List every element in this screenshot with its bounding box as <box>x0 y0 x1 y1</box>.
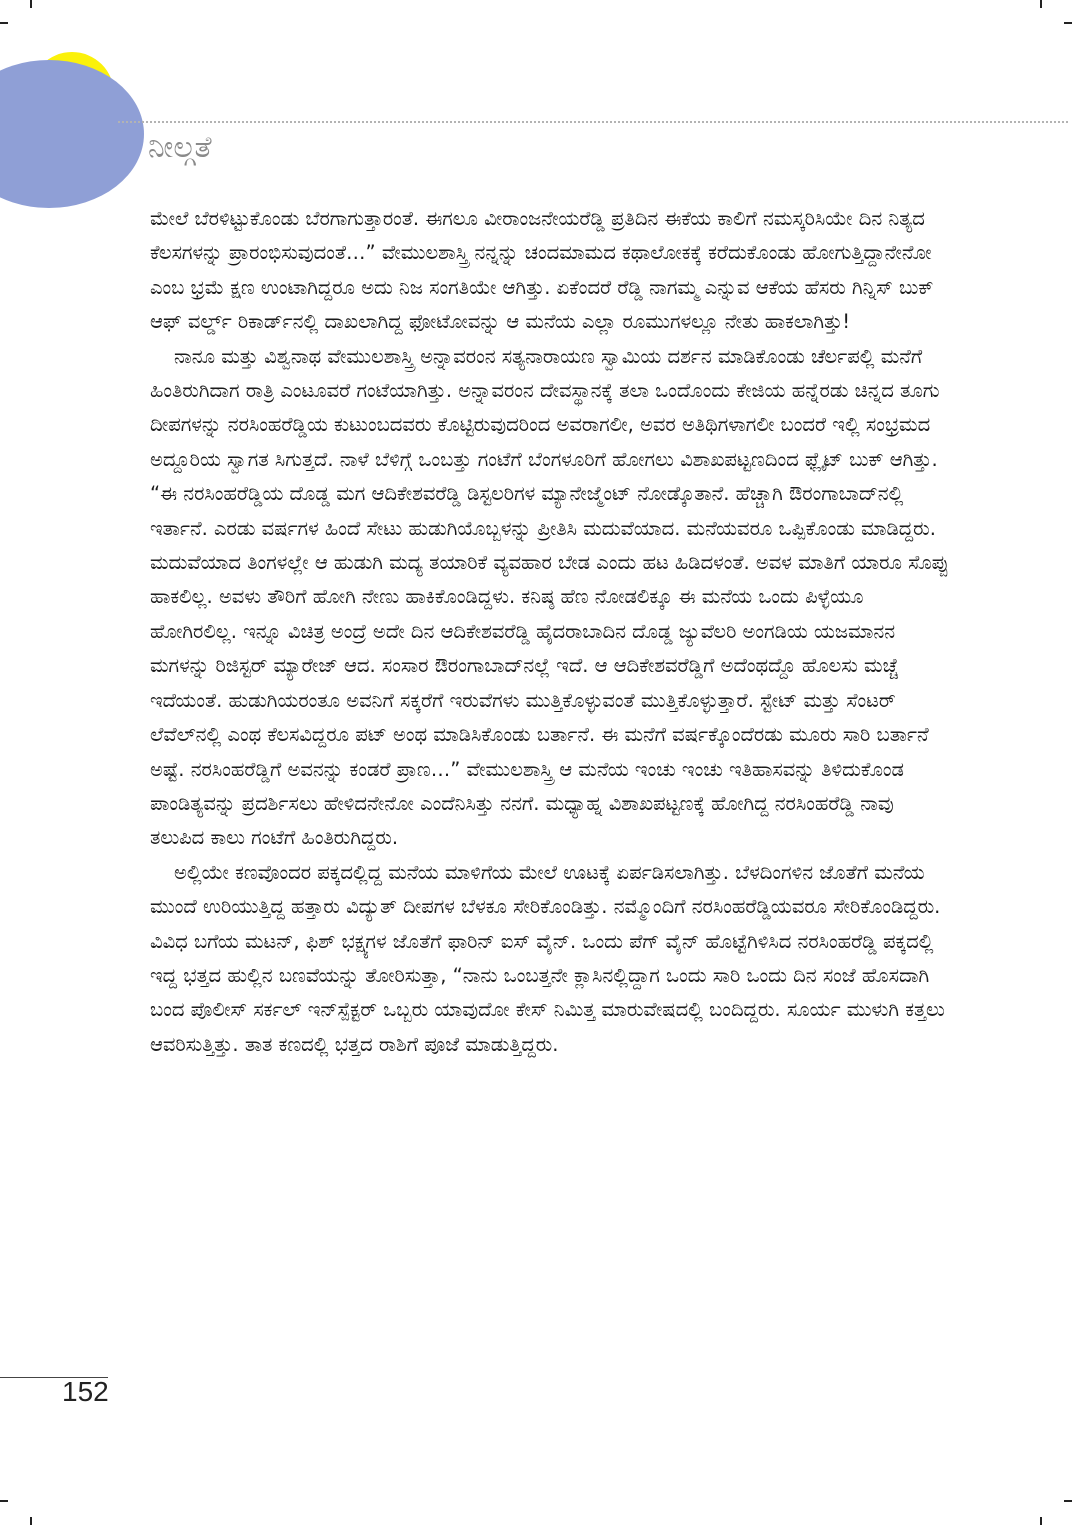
page-number: 152 <box>62 1376 109 1407</box>
crop-mark-bottom-right <box>1064 1500 1072 1502</box>
crop-mark-top-left-v <box>30 0 32 8</box>
decorative-blue-circle <box>0 60 144 208</box>
running-header-title: ನೀಲ್ಗತೆ <box>148 130 212 165</box>
crop-mark-bottom-left-v <box>30 1517 32 1525</box>
crop-mark-top-right <box>1064 22 1072 24</box>
crop-mark-bottom-left <box>0 1500 8 1502</box>
header-dotted-rule <box>118 121 1068 123</box>
paragraph-2: ನಾನೂ ಮತ್ತು ವಿಶ್ವನಾಥ ವೇಮುಲಶಾಸ್ತ್ರಿ ಅನ್ನಾವರಂನ ಸತ್ಯನಾರಾಯಣ ಸ್ವಾಮಿಯ ದರ್ಶನ ಮಾಡಿಕೊಂಡು ಚೆರ್ಲಪಲ್ಲಿ ಮನೆಗೆ ಹಿಂತಿರುಗಿದಾಗ ರಾತ್ರಿ ಎಂಟೂವರೆ ಗಂಟೆಯಾಗಿತ್ತು. ಅನ್ನಾವರಂನ ದೇವಸ್ಥಾನಕ್ಕೆ ತಲಾ ಒಂದೊಂದು ಕೇಜಿಯ ಹನ್ನೆರಡು ಚಿನ್ನದ ತೂಗು ದೀಪಗಳನ್ನು ನರಸಿಂಹರೆಡ್ಡಿಯ ಕುಟುಂಬದವರು ಕೊಟ್ಟಿರುವುದರಿಂದ ಅವರಾಗಲೀ, ಅವರ ಅತಿಥಿಗಳಾಗಲೀ ಬಂದರೆ ಇಲ್ಲಿ ಸಂಭ್ರಮದ ಅದ್ದೂರಿಯ ಸ್ವಾಗತ ಸಿಗುತ್ತದೆ. ನಾಳೆ ಬೆಳಿಗ್ಗೆ ಒಂಬತ್ತು ಗಂಟೆಗೆ ಬೆಂಗಳೂರಿಗೆ ಹೋಗಲು ವಿಶಾಖಪಟ್ಟಣದಿಂದ ಫ್ಲೈಟ್ ಬುಕ್ ಆಗಿತ್ತು. “ಈ ನರಸಿಂಹರೆಡ್ಡಿಯ ದೊಡ್ಡ ಮಗ ಆದಿಕೇಶವರೆಡ್ಡಿ ಡಿಸ್ಟಲರಿಗಳ ಮ್ಯಾನೇಜ್ಮೆಂಟ್ ನೋಡ್ಕೊತಾನೆ. ಹೆಚ್ಚಾಗಿ ಔರಂಗಾಬಾದ್‌ನಲ್ಲಿ ಇರ್ತಾನೆ. ಎರಡು ವರ್ಷಗಳ ಹಿಂದೆ ಸೇಟು ಹುಡುಗಿಯೊಬ್ಬಳನ್ನು ಪ್ರೀತಿಸಿ ಮದುವೆಯಾದ. ಮನೆಯವರೂ ಒಪ್ಪಿಕೊಂಡು ಮಾಡಿದ್ದರು. ಮದುವೆಯಾದ ತಿಂಗಳಲ್ಲೇ ಆ ಹುಡುಗಿ ಮದ್ಯ ತಯಾರಿಕೆ ವ್ಯವಹಾರ ಬೇಡ ಎಂದು ಹಟ ಹಿಡಿದಳಂತೆ. ಅವಳ ಮಾತಿಗೆ ಯಾರೂ ಸೊಪ್ಪು ಹಾಕಲಿಲ್ಲ. ಅವಳು ತೌರಿಗೆ ಹೋಗಿ ನೇಣು ಹಾಕಿಕೊಂಡಿದ್ದಳು. ಕನಿಷ್ಠ ಹೆಣ ನೋಡಲಿಕ್ಕೂ ಈ ಮನೆಯ ಒಂದು ಪಿಳ್ಳೆಯೂ ಹೋಗಿರಲಿಲ್ಲ. ಇನ್ನೂ ವಿಚಿತ್ರ ಅಂದ್ರೆ ಅದೇ ದಿನ ಆದಿಕೇಶವರೆಡ್ಡಿ ಹೈದರಾಬಾದಿನ ದೊಡ್ಡ ಜ್ಯುವೆಲರಿ ಅಂಗಡಿಯ ಯಜಮಾನನ ಮಗಳನ್ನು ರಿಜಿಸ್ಟರ್ ಮ್ಯಾರೇಜ್ ಆದ. ಸಂಸಾರ ಔರಂಗಾಬಾದ್‌ನಲ್ಲೆ ಇದೆ. ಆ ಆದಿಕೇಶವರೆಡ್ಡಿಗೆ ಅದೆಂಥದ್ದೊ ಹೊಲಸು ಮಚ್ಚೆ ಇದೆಯಂತೆ. ಹುಡುಗಿಯರಂತೂ ಅವನಿಗೆ ಸಕ್ಕರೆಗೆ ಇರುವೆಗಳು ಮುತ್ತಿಕೊಳ್ಳುವಂತೆ ಮುತ್ತಿಕೊಳ್ಳುತ್ತಾರೆ. ಸ್ಟೇಟ್ ಮತ್ತು ಸೆಂಟರ್ ಲೆವೆಲ್‌ನಲ್ಲಿ ಎಂಥ ಕೆಲಸವಿದ್ದರೂ ಪಟ್ ಅಂಥ ಮಾಡಿಸಿಕೊಂಡು ಬರ್ತಾನೆ. ಈ ಮನೆಗೆ ವರ್ಷಕ್ಕೊಂದೆರಡು ಮೂರು ಸಾರಿ ಬರ್ತಾನೆ ಅಷ್ಟೆ. ನರಸಿಂಹರೆಡ್ಡಿಗೆ ಅವನನ್ನು ಕಂಡರೆ ಪ್ರಾಣ…” ವೇಮುಲಶಾಸ್ತ್ರಿ ಆ ಮನೆಯ ಇಂಚು ಇಂಚು ಇತಿಹಾಸವನ್ನು ತಿಳಿದುಕೊಂಡ ಪಾಂಡಿತ್ಯವನ್ನು ಪ್ರದರ್ಶಿಸಲು ಹೇಳಿದನೇನೋ ಎಂದೆನಿಸಿತ್ತು ನನಗೆ. ಮಧ್ಯಾಹ್ನ ವಿಶಾಖಪಟ್ಟಣಕ್ಕೆ ಹೋಗಿದ್ದ ನರಸಿಂಹರೆಡ್ಡಿ ನಾವು ತಲುಪಿದ ಕಾಲು ಗಂಟೆಗೆ ಹಿಂತಿರುಗಿದ್ದರು. <box>150 344 950 850</box>
paragraph-1: ಮೇಲೆ ಬೆರಳಿಟ್ಟುಕೊಂಡು ಬೆರಗಾಗುತ್ತಾರಂತೆ. ಈಗಲೂ ವೀರಾಂಜನೇಯರೆಡ್ಡಿ ಪ್ರತಿದಿನ ಈಕೆಯ ಕಾಲಿಗೆ ನಮಸ್ಕರಿಸಿಯೇ ದಿನ ನಿತ್ಯದ ಕೆಲಸಗಳನ್ನು ಪ್ರಾರಂಭಿಸುವುದಂತೆ…” ವೇಮುಲಶಾಸ್ತ್ರಿ ನನ್ನನ್ನು ಚಂದಮಾಮದ ಕಥಾಲೋಕಕ್ಕೆ ಕರೆದುಕೊಂಡು ಹೋಗುತ್ತಿದ್ದಾನೇನೋ ಎಂಬ ಭ್ರಮೆ ಕ್ಷಣ ಉಂಟಾಗಿದ್ದರೂ ಅದು ನಿಜ ಸಂಗತಿಯೇ ಆಗಿತ್ತು. ಏಕೆಂದರೆ ರೆಡ್ಡಿ ನಾಗಮ್ಮ ಎನ್ನುವ ಆಕೆಯ ಹೆಸರು ಗಿನ್ನಿಸ್ ಬುಕ್ ಆಫ್ ವರ್ಲ್ಡ್ ರಿಕಾರ್ಡ್‌ನಲ್ಲಿ ದಾಖಲಾಗಿದ್ದ ಫೋಟೋವನ್ನು ಆ ಮನೆಯ ಎಲ್ಲಾ ರೂಮುಗಳಲ್ಲೂ ನೇತು ಹಾಕಲಾಗಿತ್ತು! <box>150 207 934 334</box>
body-text <box>150 202 950 1062</box>
crop-mark-top-left <box>0 22 8 24</box>
paragraph-3: ಅಲ್ಲಿಯೇ ಕಣವೊಂದರ ಪಕ್ಕದಲ್ಲಿದ್ದ ಮನೆಯ ಮಾಳಿಗೆಯ ಮೇಲೆ ಊಟಕ್ಕೆ ಏರ್ಪಡಿಸಲಾಗಿತ್ತು. ಬೆಳದಿಂಗಳಿನ ಜೊತೆಗೆ ಮನೆಯ ಮುಂದೆ ಉರಿಯುತ್ತಿದ್ದ ಹತ್ತಾರು ವಿದ್ಯುತ್ ದೀಪಗಳ ಬೆಳಕೂ ಸೇರಿಕೊಂಡಿತ್ತು. ನಮ್ಮೊಂದಿಗೆ ನರಸಿಂಹರೆಡ್ಡಿಯವರೂ ಸೇರಿಕೊಂಡಿದ್ದರು. ವಿವಿಧ ಬಗೆಯ ಮಟನ್, ಫಿಶ್ ಭಕ್ಷ್ಯಗಳ ಜೊತೆಗೆ ಫಾರಿನ್ ಐಸ್ ವೈನ್. ಒಂದು ಪೆಗ್ ವೈನ್ ಹೊಟ್ಟೆಗಿಳಿಸಿದ ನರಸಿಂಹರೆಡ್ಡಿ ಪಕ್ಕದಲ್ಲಿ ಇದ್ದ ಭತ್ತದ ಹುಲ್ಲಿನ ಬಣವೆಯನ್ನು ತೋರಿಸುತ್ತಾ, “ನಾನು ಒಂಬತ್ತನೇ ಕ್ಲಾಸಿನಲ್ಲಿದ್ದಾಗ ಒಂದು ಸಾರಿ ಒಂದು ದಿನ ಸಂಜೆ ಹೊಸದಾಗಿ ಬಂದ ಪೊಲೀಸ್ ಸರ್ಕಲ್ ಇನ್‌ಸ್ಪೆಕ್ಟರ್ ಒಬ್ಬರು ಯಾವುದೋ ಕೇಸ್ ನಿಮಿತ್ತ ಮಾರುವೇಷದಲ್ಲಿ ಬಂದಿದ್ದರು. ಸೂರ್ಯ ಮುಳುಗಿ ಕತ್ತಲು ಆವರಿಸುತ್ತಿತ್ತು. ತಾತ ಕಣದಲ್ಲಿ ಭತ್ತದ ರಾಶಿಗೆ ಪೂಜೆ ಮಾಡುತ್ತಿದ್ದರು. <box>150 860 945 1056</box>
crop-mark-top-right-v <box>1040 0 1042 8</box>
crop-mark-bottom-right-v <box>1040 1517 1042 1525</box>
